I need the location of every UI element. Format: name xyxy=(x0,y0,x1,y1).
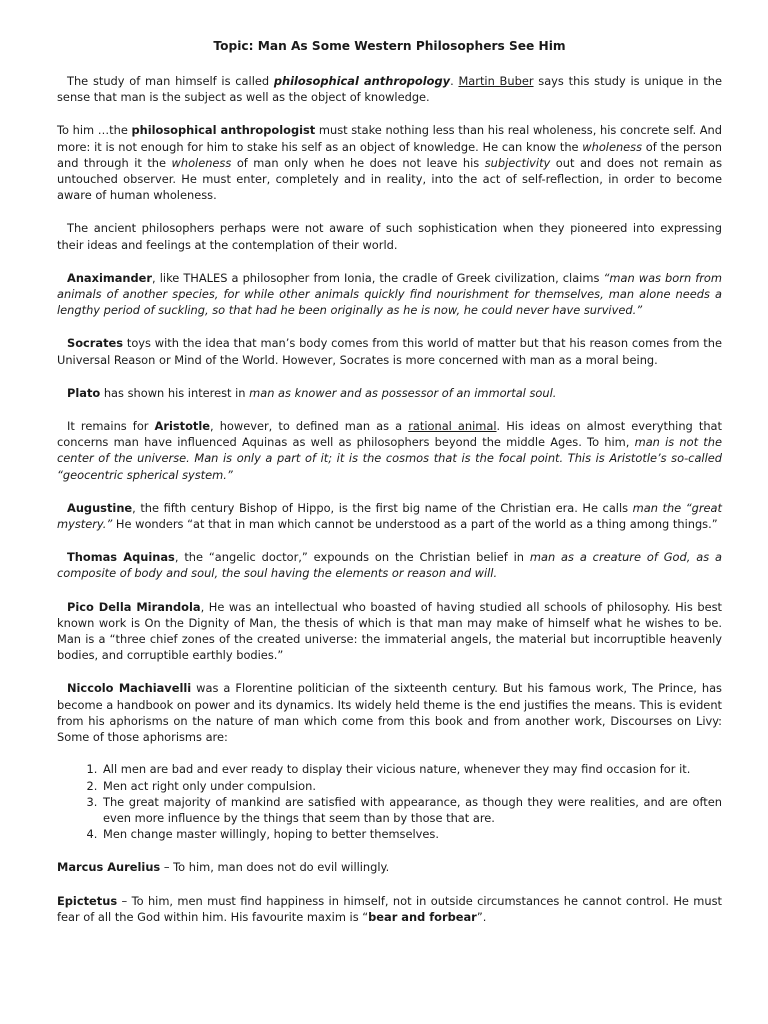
text-span: , however, to defined man as a xyxy=(210,419,409,434)
text-span: . xyxy=(450,74,459,88)
term-rational-animal: rational animal xyxy=(408,419,497,434)
paragraph-socrates xyxy=(57,335,722,367)
maxim-bear-and-forbear: bear and forbear xyxy=(368,909,477,924)
text-span: – To him, men must find happiness in himself, not in outside circumstances he cannot control. He must fear of all the God within him. His favourite maxim is “ xyxy=(57,893,722,924)
term-subjectivity: subjectivity xyxy=(484,155,551,170)
name-aristotle: Aristotle xyxy=(154,419,211,434)
text-span: must stake nothing less than his real wholeness, his concrete self. And more: it is not enough for him to stake his self as an object of knowledge. He can know the xyxy=(57,123,722,154)
list-item: 1. All men are bad and ever ready to display their vicious nature, whenever they may find occasion for it. xyxy=(101,761,722,777)
text-span: – To him, man does not do evil willingly. xyxy=(160,860,390,875)
term-wholeness: wholeness xyxy=(582,139,643,154)
paragraph-buber-quote xyxy=(57,122,722,203)
name-pico-della-mirandola: Pico Della Mirandola xyxy=(67,599,201,614)
term-wholeness: wholeness xyxy=(171,155,232,170)
quote-anaximander: “man was born from animals of another species, for while other animals quickly find nourishment for themselves, man alone needs a lengthy period of suckling, so that had he been originally as he is now, he could never have survived.” xyxy=(57,270,723,318)
paragraph-epictetus xyxy=(57,893,722,925)
quote-aquinas: man as a creature of God, as a composite of body and soul, the soul having the elements or reason and will. xyxy=(57,550,722,581)
text-span: ”. xyxy=(476,909,487,924)
name-thomas-aquinas: Thomas Aquinas xyxy=(67,550,175,565)
paragraph-anaximander xyxy=(57,270,722,319)
quote-aristotle: man is not the center of the universe. Man is only a part of it; it is the cosmos that is the focal point. This is Aristotle’s so-called “geocentric spherical system.” xyxy=(57,435,722,482)
text-span: toys with the idea that man’s body comes from this world of matter but that his reason comes from the Universal Reason or Mind of the World. However, Socrates is more concerned with man as a moral being. xyxy=(57,336,722,367)
text-span: , the “angelic doctor,” expounds on the Christian belief in xyxy=(174,550,530,565)
term-philosophical-anthropologist: philosophical anthropologist xyxy=(131,123,316,138)
list-item: 4. Men change master willingly, hoping to better themselves. xyxy=(101,826,722,842)
quote-augustine: man the “great mystery.” xyxy=(57,500,722,532)
text-span: has shown his interest in xyxy=(100,385,250,400)
text-span: The study of man himself is called xyxy=(67,74,274,88)
text-span: , like THALES a philosopher from Ionia, the cradle of Greek civilization, claims xyxy=(152,270,604,285)
text-span: of the person and through it the xyxy=(57,139,722,170)
paragraph-aquinas xyxy=(57,549,722,581)
name-niccolo-machiavelli: Niccolo Machiavelli xyxy=(67,681,192,696)
text-span: says this study is unique in the sense that man is the subject as well as the object of knowledge. xyxy=(57,74,723,105)
text-span: To him …the xyxy=(57,123,132,138)
term-philosophical-anthropology: philosophical anthropology xyxy=(273,74,451,88)
paragraph-intro xyxy=(57,73,722,105)
paragraph-machiavelli xyxy=(57,680,722,745)
text-span: It remains for xyxy=(67,419,155,434)
paragraph-plato xyxy=(57,385,722,401)
name-plato: Plato xyxy=(67,385,101,400)
aphorism-list xyxy=(57,761,722,842)
paragraph-pico xyxy=(57,599,722,664)
list-item: 3. The great majority of mankind are satisfied with appearance, as though they were realities, and are often even more influence by the things that seem than by those that are. xyxy=(101,794,722,826)
paragraph-augustine xyxy=(57,500,722,532)
text-span: He wonders “at that in man which cannot be understood as a part of the world as a thing among things.” xyxy=(112,517,718,532)
text-span: out and does not remain as untouched observer. He must enter, completely and in reality, into the act of self-reflection, in order to become aware of human wholeness. xyxy=(57,155,723,203)
name-augustine: Augustine xyxy=(67,500,133,515)
paragraph-aristotle xyxy=(57,418,722,483)
page-title: Topic: Man As Some Western Philosophers See Him xyxy=(213,39,566,53)
name-anaximander: Anaximander xyxy=(67,270,153,285)
name-socrates: Socrates xyxy=(67,336,124,351)
list-item: 2. Men act right only under compulsion. xyxy=(101,778,722,794)
text-span: . His ideas on almost everything that concerns man have influenced Aquinas as well as philosophers beyond the middle Ages. To him, xyxy=(57,419,722,450)
name-martin-buber: Martin Buber xyxy=(458,74,534,88)
name-epictetus: Epictetus xyxy=(57,893,118,908)
text-span: of man only when he does not leave his xyxy=(231,155,485,170)
text-span: , He was an intellectual who boasted of having studied all schools of philosophy. His best known work is On the Dignity of Man, the thesis of which is that man may make of himself what he wishes to be. Man is a “three chief zones of the created universe: the immaterial angels, the material but incorruptible heavenly bodies, and corruptible earthly bodies.” xyxy=(57,599,722,663)
text-span: , the fifth century Bishop of Hippo, is the first big name of the Christian era. He calls xyxy=(132,500,633,515)
name-marcus-aurelius: Marcus Aurelius xyxy=(57,860,161,875)
text-span: was a Florentine politician of the sixteenth century. But his famous work, The Prince, has become a handbook on power and its dynamics. Its widely held theme is the end justifies the means. This is evident from his aphorisms on the nature of man which come from this book and from another work, Discourses on Livy: Some of those aphorisms are: xyxy=(57,681,722,745)
paragraph-marcus-aurelius xyxy=(57,859,722,875)
paragraph-ancient-philosophers: The ancient philosophers perhaps were not aware of such sophistication when they pioneered into expressing their ideas and feelings at the contemplation of their world. xyxy=(57,221,722,252)
quote-plato: man as knower and as possessor of an immortal soul. xyxy=(249,385,557,400)
